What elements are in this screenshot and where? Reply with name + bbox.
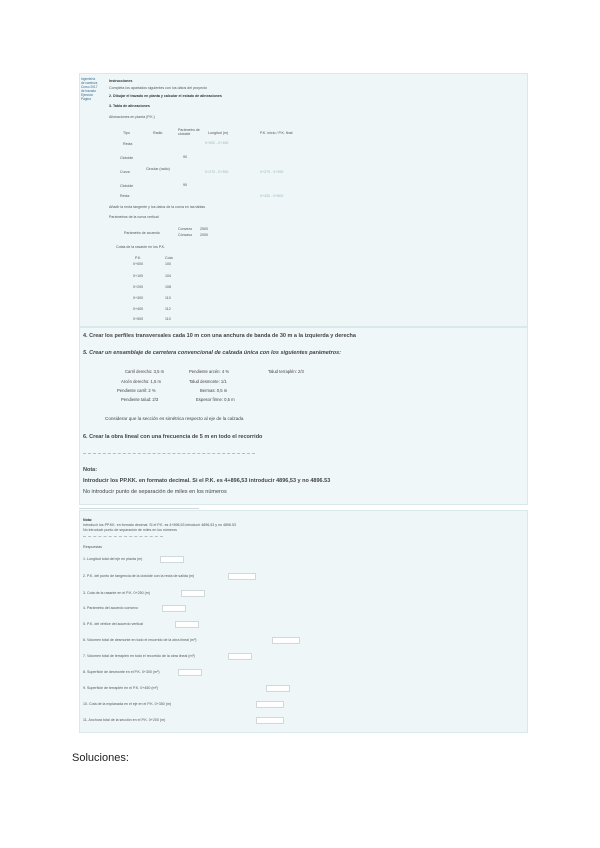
subheading: Cotas de la rasante en los P.K. [116,245,166,249]
table-header: Tipo [123,131,130,135]
panel-header: Instrucciones [109,79,133,83]
answer-field[interactable] [256,701,284,708]
cota-cell: 0+200 [133,285,144,289]
table-cell: Clotoide [120,184,134,188]
question-text: 2. P.K. del punto de tangencia de la clotoide con la recta de salida (m) [83,574,195,578]
sidebar-item[interactable]: Ejercicio [81,93,94,97]
sidebar-item[interactable]: de caminos [81,81,98,85]
cota-cell: 104 [165,274,171,278]
answer-field[interactable] [228,653,252,660]
cota-cell: Cota [165,256,173,260]
sidebar-nav [81,77,103,101]
kv-label: Parámetro de acuerdo [124,231,160,235]
cota-cell: 110 [165,317,171,321]
answer-field[interactable] [178,669,202,676]
param: Pendiente carril: 2 % [117,388,156,393]
table-cell: 0+270 - 0+390 [260,170,284,174]
nota-line: Introducir los PP.KK. en formato decimal. Si el P.K. es 4+896,53 introducir 4896,53 y no 4896.53 [83,523,236,527]
divider [83,453,255,454]
divider [79,508,199,509]
sidebar-item[interactable]: Página [81,97,91,101]
table-cell: 90 [183,155,187,159]
table-cell: 0+270 - 0+390 [205,170,229,174]
question-4: 4. Crear los perfiles transversales cada 10 m con una anchura de banda de 30 m a la izquierda y derecha [83,333,356,339]
sidebar-item[interactable]: Ingeniería [81,77,96,81]
question-2: 2. Dibujar el trazado en planta y calcular el estado de alineaciones [109,94,222,98]
answers-heading: Respuestas [83,545,102,549]
table-cell: Recta [123,142,133,146]
sidebar-item[interactable]: Curso 2017 [81,85,98,89]
nota-line: No introducir punto de separación de miles en los números [83,489,227,495]
question-text: 5. P.K. del vértice del acuerdo vertical [83,622,143,626]
question-text: 9. Superficie de terraplén en el P.K. 0+450 (m²) [83,686,158,690]
question-5: 5. Crear un ensamblaje de carretera convencional de calzada única con los siguientes parámetros: [83,350,341,356]
answer-field[interactable] [266,685,290,692]
question-text: 4. Parámetro del acuerdo convexo [83,606,138,610]
answer-field[interactable] [175,621,199,628]
answer-field[interactable] [160,556,184,563]
question-text: 7. Volumen total de terraplén en todo el recorrido de la obra lineal (m³) [83,654,195,658]
nota-line: Introducir los PP.KK. en formato decimal. Si el P.K. es 4+896,53 introducir 4896,53 y no 4896.53 [83,478,331,484]
table-cell: 0+000 - 0+189 [205,141,229,145]
exercise-panel-1 [79,73,528,327]
answer-field[interactable] [256,717,284,724]
table-cell: Clotoide [120,156,134,160]
param: Espesor firme: 0,5 m [196,397,235,402]
cota-cell: 108 [165,285,171,289]
cota-cell: 0+000 [133,262,144,266]
intro-text: Completa los apartados siguientes con los datos del proyecto [109,86,207,90]
table-cell: Recta [120,194,130,198]
cota-cell: 0+100 [133,274,144,278]
table-header: Parámetro de clotoide [178,128,200,137]
question-3: 3. Tabla de alineaciones [109,104,150,108]
table-header: Radio [153,131,163,135]
sidebar-item[interactable]: de trazado [81,89,97,93]
kv-value: Cóncavo [178,233,193,237]
param: Talud terraplén: 2/3 [268,369,304,374]
question-text: 6. Volumen total de desmonte en todo el recorrido de la obra lineal (m³) [83,638,197,642]
param: Pendiente arcén: 4 % [189,369,230,374]
param: Bermas: 0,5 m [200,388,228,393]
answers-panel [79,510,528,733]
nota-line: No introducir punto de separación de miles en los números [83,528,177,532]
answer-field[interactable] [272,637,300,644]
question-text: 1. Longitud total del eje en planta (m) [83,557,143,561]
table-header: Longitud (m) [208,131,229,135]
divider [83,536,163,537]
note-text: Añadir la recta tangente y los datos de la curva en las tablas [109,205,206,209]
cota-cell: 0+500 [133,317,144,321]
params-note: Considerar que la sección es simétrica respecto al eje de la calzada [105,416,244,421]
param: Carril derecho: 3,5 m [125,369,165,374]
table-cell: Circular (radio) [146,167,170,171]
question-text: 8. Superficie de desmonte en el P.K. 0+300 (m²) [83,670,160,674]
kv-value: Convexo [178,227,193,231]
question-text: 10. Cota de la explanada en el eje en el P.K. 0+350 (m) [83,702,172,706]
question-text: 11. Anchura total de la sección en el P.K. 0+200 (m) [83,718,166,722]
subheading: Parámetros de la curva vertical [109,215,159,219]
cota-cell: P.K. [135,256,142,260]
cota-cell: 0+400 [133,307,144,311]
question-text: 3. Cota de la rasante en el P.K. 0+250 (m) [83,591,150,595]
cota-cell: 100 [165,262,171,266]
table-cell: 0+420 - 0+600 [260,194,284,198]
table-cell: Curva [120,170,130,174]
param: Pendiente talud: 2/3 [121,397,159,402]
param: Talud desmonte: 1/1 [189,379,227,384]
cota-cell: 110 [165,296,171,300]
kv-value: 2500 [200,227,208,231]
question-6: 6. Crear la obra lineal con una frecuencia de 5 m en todo el recorrido [83,434,263,440]
table-cell: 90 [183,183,187,187]
solutions-heading: Soluciones: [72,752,129,764]
cota-cell: 112 [165,307,171,311]
nota-label: Nota: [83,518,93,522]
exercise-panel-2 [79,327,528,505]
answer-field[interactable] [162,605,186,612]
subheading: Alineaciones en planta (P.K.) [109,115,155,119]
param: Arcén derecho: 1,5 m [121,379,162,384]
table-header: P.K. inicio / P.K. final [260,131,293,135]
nota-label: Nota: [83,467,98,473]
answer-field[interactable] [228,573,256,580]
kv-value: 2000 [200,233,208,237]
cota-cell: 0+300 [133,296,144,300]
answer-field[interactable] [181,590,205,597]
